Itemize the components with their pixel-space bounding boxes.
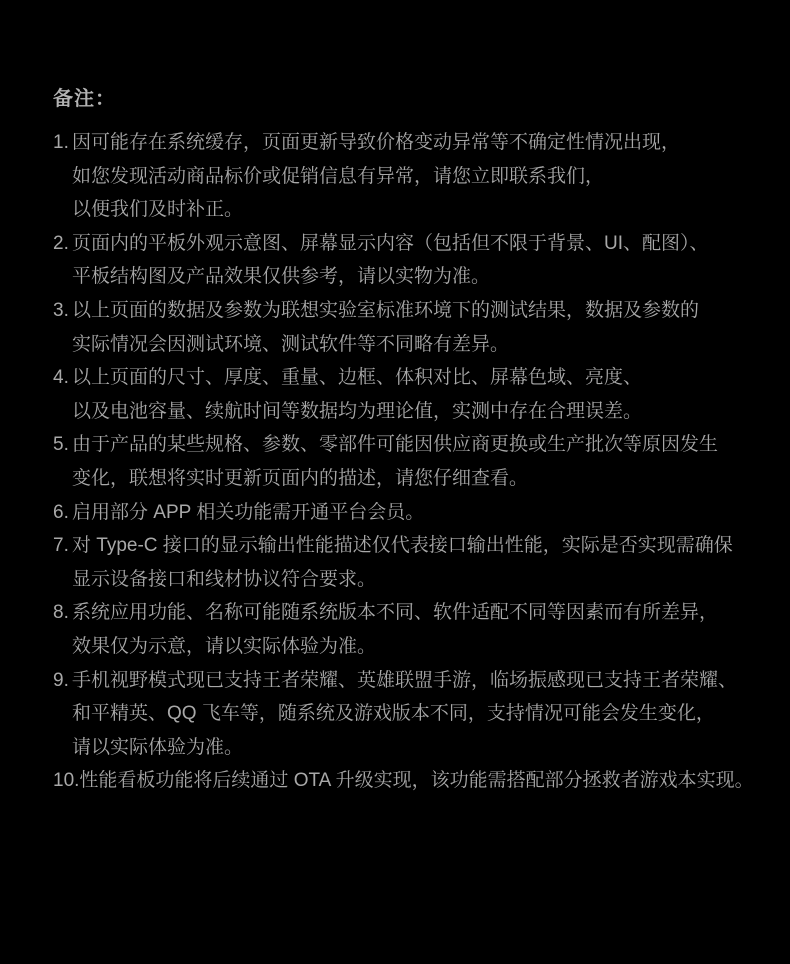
note-item-lines (72, 428, 775, 495)
note-line: 性能看板功能将后续通过 OTA 升级实现，该功能需搭配部分拯救者游戏本实现。 (79, 770, 754, 792)
note-line: 显示设备接口和线材协议符合要求。 (72, 568, 377, 590)
note-item-lines (72, 529, 775, 596)
note-line: 因可能存在系统缓存，页面更新导致价格变动异常等不确定性情况出现， (72, 132, 681, 153)
note-line: 以及电池容量、续航时间等数据均为理论值，实测中存在合理误差。 (72, 400, 643, 422)
note-item-number: 4. (53, 367, 69, 389)
note-line: 和平精英、QQ 飞车等，随系统及游戏版本不同，支持情况可能会发生变化， (72, 703, 715, 725)
note-line: 对 Type-C 接口的显示输出性能描述仅代表接口输出性能，实际是否实现需确保 (72, 535, 733, 557)
note-item-lines (72, 596, 775, 663)
note-item (53, 428, 775, 495)
note-item-lines (72, 361, 775, 428)
note-line: 以上页面的尺寸、厚度、重量、边框、体积对比、屏幕色域、亮度、 (72, 367, 643, 389)
note-item-lines (72, 294, 775, 361)
note-item-lines (72, 496, 775, 530)
note-item-number: 3. (53, 299, 69, 321)
note-line: 以便我们及时补正。 (72, 199, 244, 221)
notes-section (53, 86, 775, 798)
note-line: 变化，联想将实时更新页面内的描述，请您仔细查看。 (72, 467, 529, 489)
note-line: 平板结构图及产品效果仅供参考，请以实物为准。 (72, 266, 491, 288)
notes-heading: 备注： (53, 88, 116, 110)
note-line: 页面内的平板外观示意图、屏幕显示内容（包括但不限于背景、UI、配图）、 (72, 232, 709, 254)
note-item (53, 596, 775, 663)
notes-list (53, 126, 775, 798)
note-item (53, 764, 775, 798)
note-item (53, 664, 775, 765)
note-item (53, 126, 775, 227)
note-line: 效果仅为示意，请以实际体验为准。 (72, 635, 377, 657)
note-item (53, 496, 775, 530)
note-item-number: 8. (53, 602, 69, 624)
note-item-lines (79, 764, 775, 798)
note-line: 启用部分 APP 相关功能需开通平台会员。 (72, 501, 425, 523)
note-item (53, 361, 775, 428)
note-line: 以上页面的数据及参数为联想实验室标准环境下的测试结果，数据及参数的 (72, 299, 700, 321)
note-item-lines (72, 664, 775, 765)
note-item-number: 10. (53, 770, 80, 792)
note-item-number: 6. (53, 501, 69, 523)
note-item-lines (72, 126, 775, 227)
note-item-number: 5. (53, 434, 69, 456)
note-line: 由于产品的某些规格、参数、零部件可能因供应商更换或生产批次等原因发生 (72, 434, 719, 456)
note-item (53, 227, 775, 294)
note-line: 实际情况会因测试环境、测试软件等不同略有差异。 (72, 333, 510, 355)
note-line: 如您发现活动商品标价或促销信息有异常，请您立即联系我们， (72, 165, 605, 187)
note-line: 请以实际体验为准。 (72, 736, 244, 758)
note-item-number: 1. (53, 132, 69, 153)
note-item-lines (72, 227, 775, 294)
note-item-number: 7. (53, 535, 69, 557)
note-item (53, 294, 775, 361)
note-item-number: 2. (53, 232, 69, 254)
note-line: 系统应用功能、名称可能随系统版本不同、软件适配不同等因素而有所差异， (72, 602, 719, 624)
note-item-number: 9. (53, 669, 69, 691)
note-item (53, 529, 775, 596)
note-line: 手机视野模式现已支持王者荣耀、英雄联盟手游，临场振感现已支持王者荣耀、 (72, 669, 738, 691)
